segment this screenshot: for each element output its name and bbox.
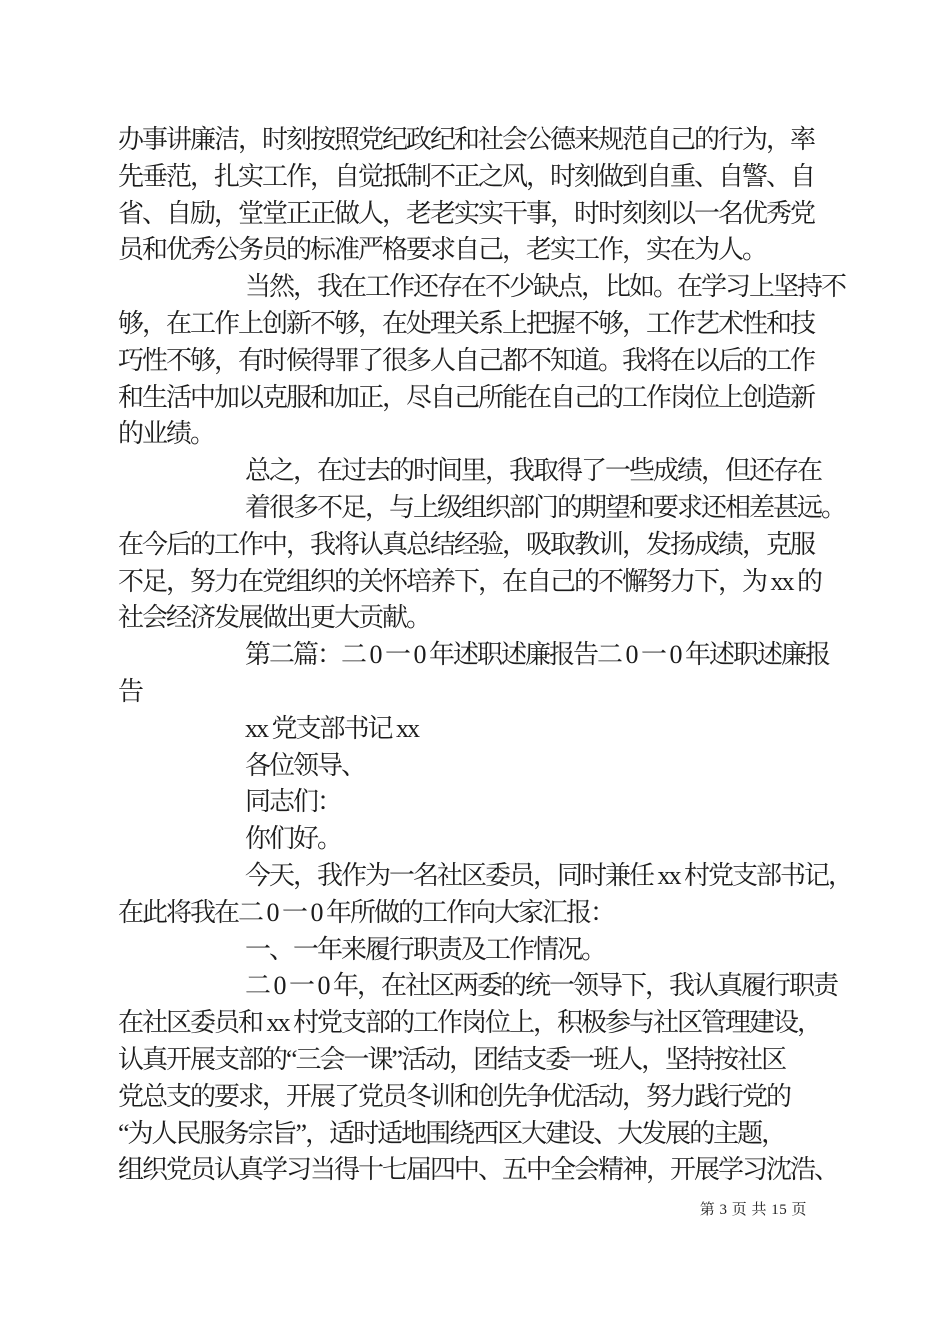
text-line: 第二篇：二 0 一 0 年述职述廉报告二 0 一 0 年述职述廉报 <box>245 640 830 670</box>
text-line: 告 <box>118 676 143 706</box>
text-line: 员和优秀公务员的标准严格要求自己，老实工作，实在为人。 <box>118 235 767 265</box>
text-line: 省、自励，堂堂正正做人，老老实实干事，时时刻刻以一名优秀党 <box>118 198 815 228</box>
text-line: 着很多不足，与上级组织部门的期望和要求还相差甚远。 <box>245 492 846 522</box>
text-line: 在此将我在二 0 一 0 年所做的工作向大家汇报： <box>118 897 615 927</box>
text-line: 各位领导、 <box>245 750 366 780</box>
text-line: 总之，在过去的时间里，我取得了一些成绩，但还存在 <box>245 456 822 486</box>
text-line: 社会经济发展做出更大贡献。 <box>118 603 431 633</box>
text-line: xx 党支部书记 xx <box>245 713 419 743</box>
text-line: 同志们： <box>245 787 342 817</box>
text-line: 巧性不够，有时候得罪了很多人自己都不知道。我将在以后的工作 <box>118 345 815 375</box>
text-line: 在今后的工作中，我将认真总结经验，吸取教训，发扬成绩，克服 <box>118 529 815 559</box>
text-line: 先垂范，扎实工作，自觉抵制不正之风，时刻做到自重、自警、自 <box>118 161 815 191</box>
text-line: 和生活中加以克服和加正，尽自己所能在自己的工作岗位上创造新 <box>118 382 815 412</box>
text-line: 的业绩。 <box>118 419 215 449</box>
text-line: 组织党员认真学习当得十七届四中、五中全会精神，开展学习沈浩、 <box>118 1155 839 1185</box>
text-line: “为人民服务宗旨”，适时适地围绕西区大建设、大发展的主题， <box>118 1118 786 1148</box>
text-line: 不足，努力在党组织的关怀培养下，在自己的不懈努力下，为 xx 的 <box>118 566 822 596</box>
text-line: 二 0 一 0 年，在社区两委的统一领导下，我认真履行职责 <box>245 971 838 1001</box>
text-line: 你们好。 <box>245 824 342 854</box>
text-line: 在社区委员和 xx 村党支部的工作岗位上，积极参与社区管理建设， <box>118 1008 822 1038</box>
page-number: 第 3 页 共 15 页 <box>699 1202 807 1219</box>
text-line: 党总支的要求，开展了党员冬训和创先争优活动，努力践行党的 <box>118 1081 791 1111</box>
text-line: 办事讲廉洁，时刻按照党纪政纪和社会公德来规范自己的行为，率 <box>118 125 815 154</box>
text-line: 够，在工作上创新不够，在处理关系上把握不够，工作艺术性和技 <box>118 308 815 338</box>
text-line: 一、一年来履行职责及工作情况。 <box>245 934 606 964</box>
text-line: 认真开展支部的“三会一课”活动，团结支委一班人，坚持按社区 <box>118 1044 786 1074</box>
text-line: 今天，我作为一名社区委员，同时兼任 xx 村党支部书记， <box>245 860 853 890</box>
text-line: 当然，我在工作还存在不少缺点，比如。在学习上坚持不 <box>245 272 846 302</box>
